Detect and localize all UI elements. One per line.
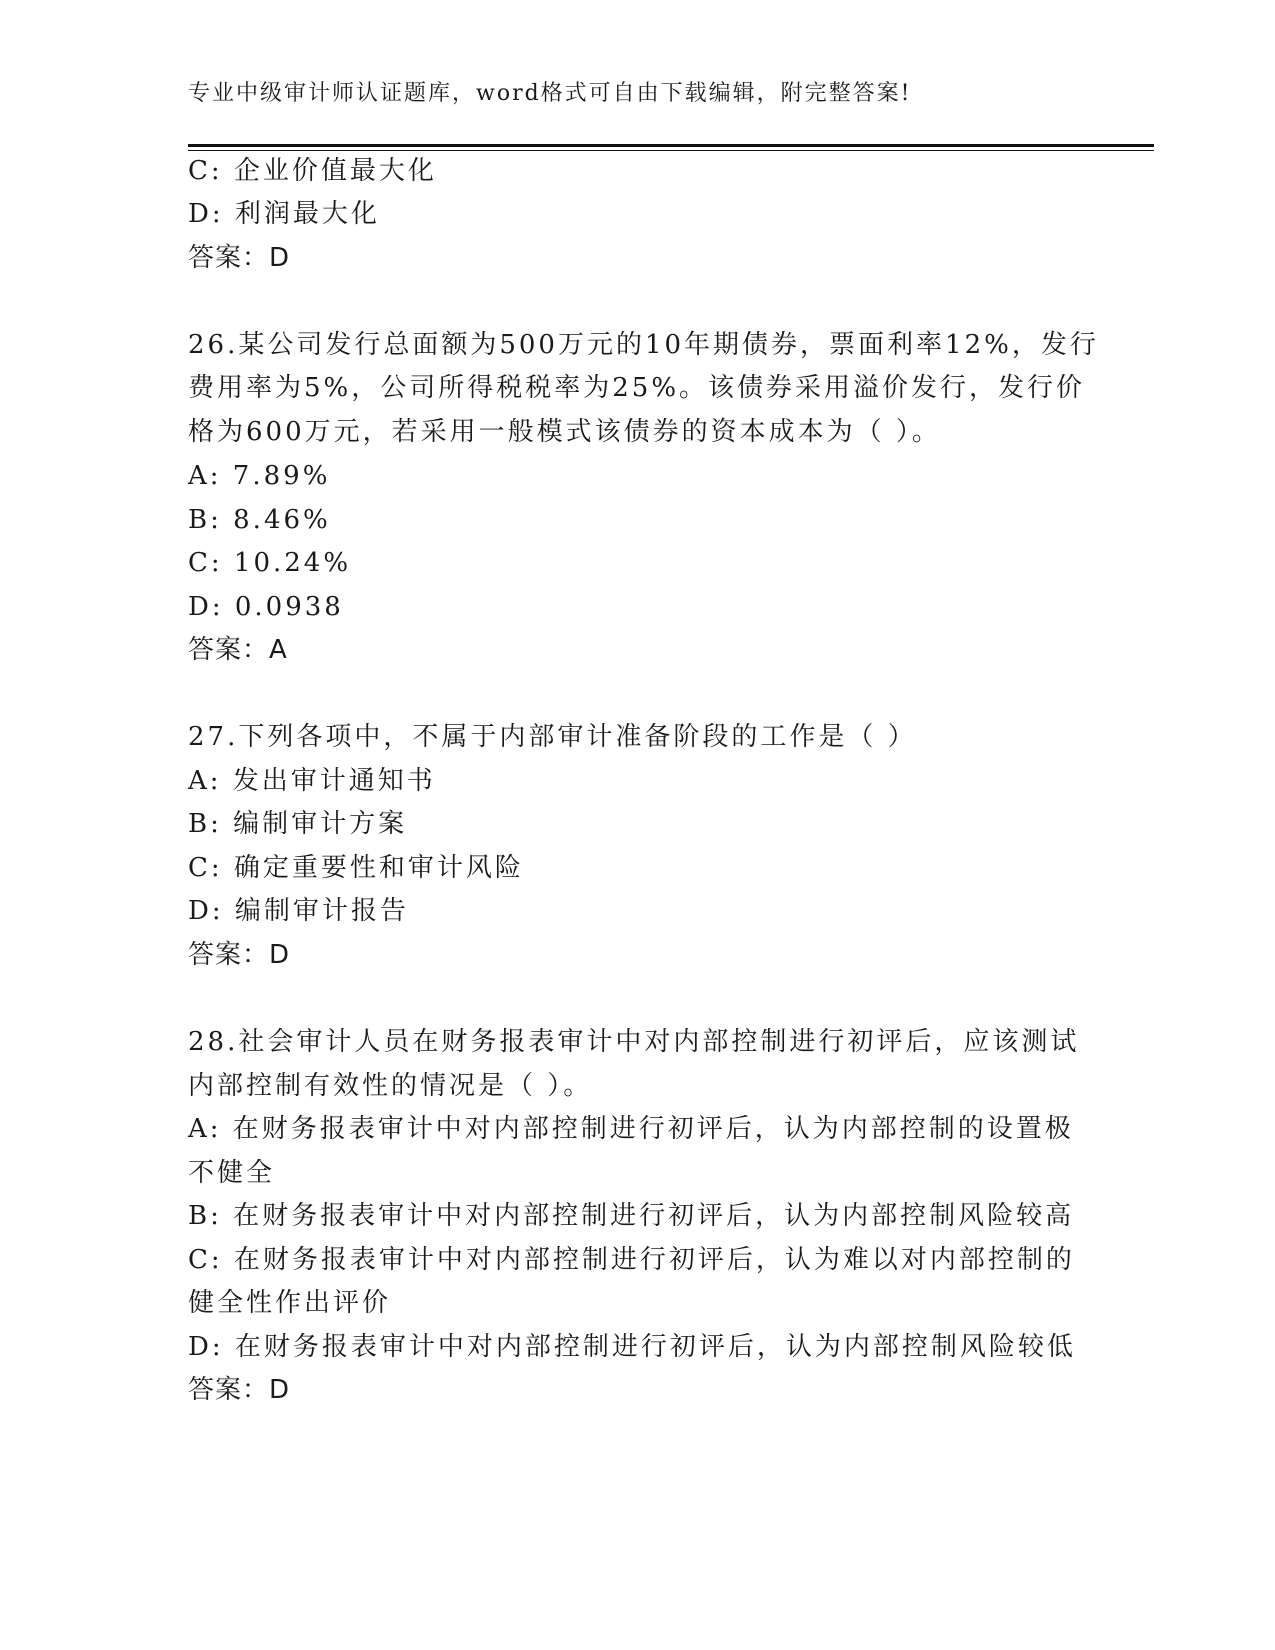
- option-b: B: 在财务报表审计中对内部控制进行初评后，认为内部控制风险较高: [188, 1201, 1075, 1231]
- option-a: A: 在财务报表审计中对内部控制进行初评后，认为内部控制的设置极: [188, 1114, 1074, 1144]
- option-d: D: 在财务报表审计中对内部控制进行初评后，认为内部控制风险较低: [188, 1332, 1076, 1362]
- option-c: C: 确定重要性和审计风险: [188, 853, 524, 883]
- option-b: B: 编制审计方案: [188, 809, 408, 839]
- option-d: D: 利润最大化: [188, 199, 380, 229]
- question-26-stem: 26.某公司发行总面额为500万元的10年期债券，票面利率12%，发行: [188, 330, 1099, 360]
- answer-label: 答案：D: [188, 940, 291, 970]
- answer-label: 答案：D: [188, 1375, 291, 1405]
- answer-label: 答案：D: [188, 243, 291, 273]
- header-divider-thin: [188, 150, 1154, 151]
- question-28-stem: 28.社会审计人员在财务报表审计中对内部控制进行初评后，应该测试: [188, 1027, 1080, 1057]
- header-divider-thick: [188, 144, 1154, 147]
- option-d: D: 编制审计报告: [188, 896, 409, 926]
- option-d: D: 0.0938: [188, 592, 344, 622]
- question-26-stem: 格为600万元，若采用一般模式该债券的资本成本为（ ）。: [188, 417, 941, 447]
- option-c: C: 在财务报表审计中对内部控制进行初评后，认为难以对内部控制的: [188, 1245, 1075, 1275]
- option-c: C: 企业价值最大化: [188, 156, 437, 186]
- question-26-stem: 费用率为5%，公司所得税税率为25%。该债券采用溢价发行，发行价: [188, 373, 1086, 403]
- option-a: 不健全: [188, 1158, 276, 1188]
- option-b: B: 8.46%: [188, 505, 331, 535]
- document-header: 专业中级审计师认证题库，word格式可自由下载编辑，附完整答案!: [188, 81, 912, 106]
- option-c: 健全性作出评价: [188, 1288, 392, 1318]
- option-a: A: 7.89%: [188, 461, 331, 491]
- question-27-stem: 27.下列各项中，不属于内部审计准备阶段的工作是（ ）: [188, 722, 917, 752]
- question-28-stem: 内部控制有效性的情况是（ ）。: [188, 1071, 593, 1101]
- option-c: C: 10.24%: [188, 548, 352, 578]
- option-a: A: 发出审计通知书: [188, 766, 436, 796]
- answer-label: 答案：A: [188, 635, 288, 665]
